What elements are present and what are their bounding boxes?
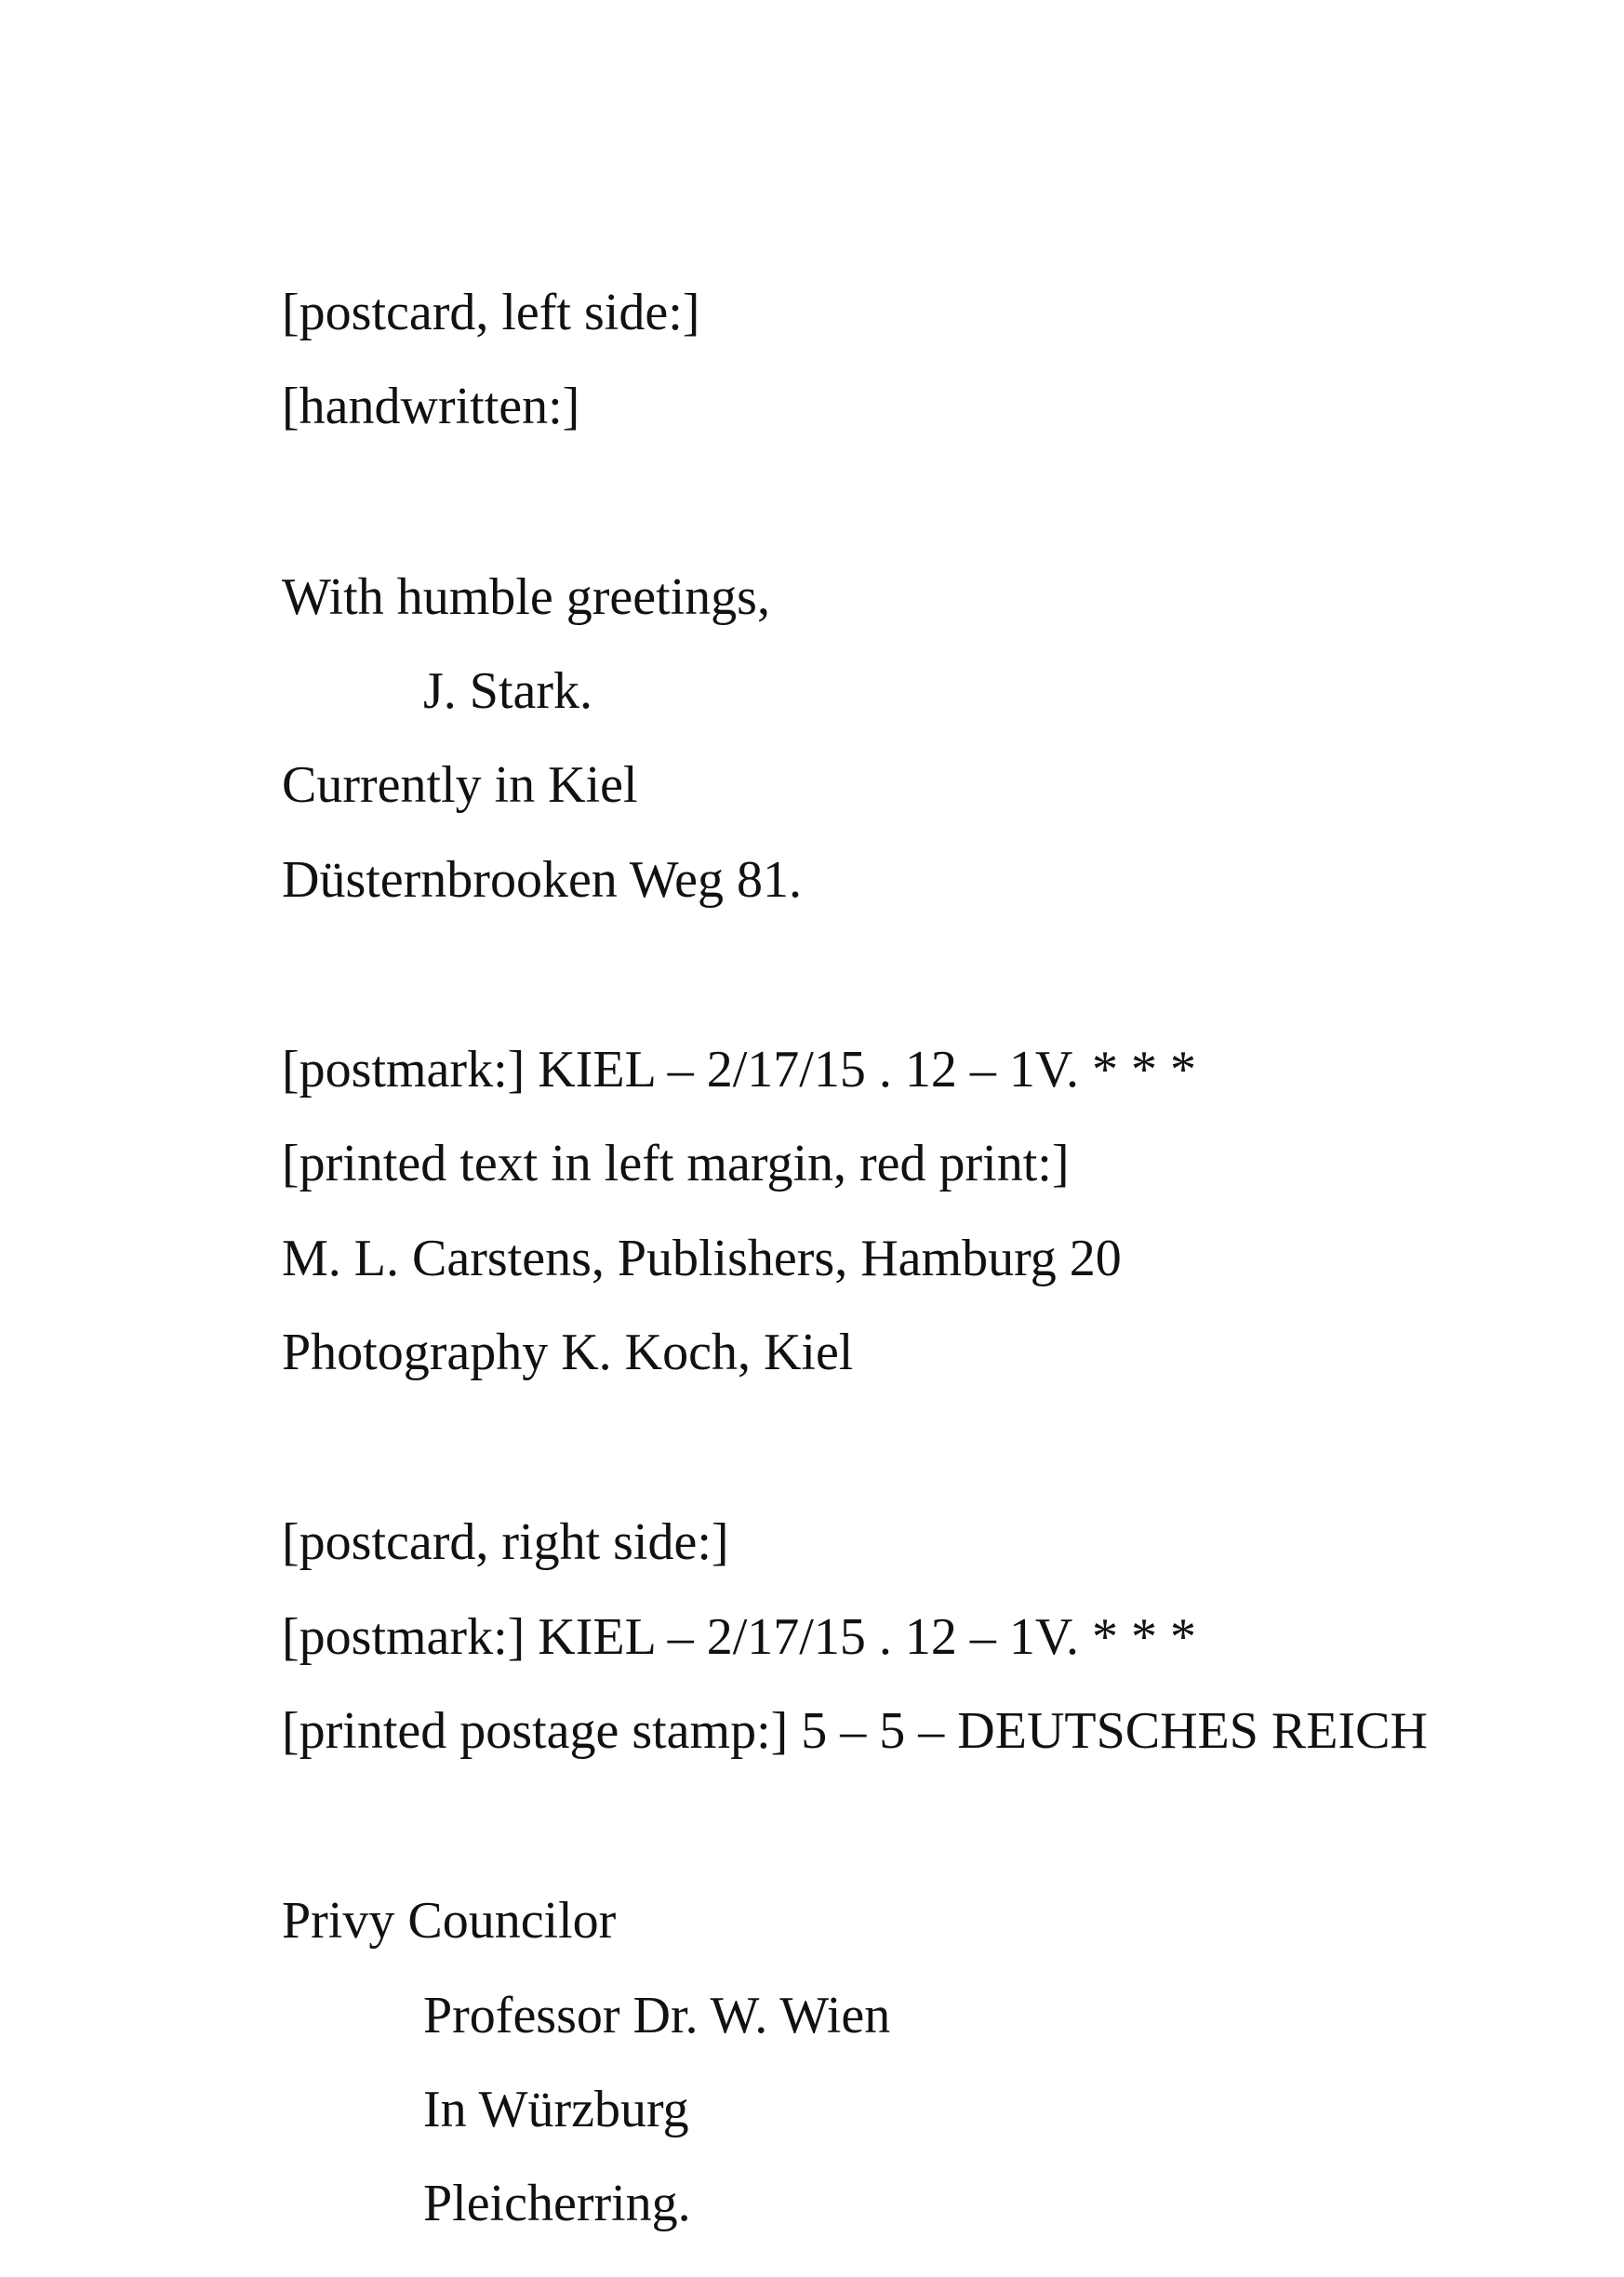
postmark-right-line: [postmark:] KIEL – 2/17/15 . 12 – 1V. * * *: [282, 1608, 1197, 1666]
postcard-right-heading: [postcard, right side:]: [282, 1513, 729, 1571]
postmark-left-line: [postmark:] KIEL – 2/17/15 . 12 – 1V. * * *: [282, 1041, 1197, 1099]
recipient-street-line: Pleicherring.: [423, 2175, 691, 2232]
recipient-city-line: In Würzburg: [423, 2081, 689, 2138]
sender-address-line: Düsternbrooken Weg 81.: [282, 851, 803, 909]
postcard-left-heading: [postcard, left side:]: [282, 284, 700, 341]
recipient-title-line: Privy Councilor: [282, 1892, 617, 1950]
handwritten-note-label: [handwritten:]: [282, 378, 580, 435]
sender-location-line: Currently in Kiel: [282, 756, 638, 814]
photography-line: Photography K. Koch, Kiel: [282, 1324, 854, 1381]
signature-line: J. Stark.: [423, 662, 592, 720]
greeting-line: With humble greetings,: [282, 568, 770, 626]
recipient-name-line: Professor Dr. W. Wien: [423, 1987, 891, 2044]
postage-stamp-line: [printed postage stamp:] 5 – 5 – DEUTSCHES REICH: [282, 1702, 1428, 1760]
margin-text-label: [printed text in left margin, red print:]: [282, 1135, 1070, 1192]
publisher-line: M. L. Carstens, Publishers, Hamburg 20: [282, 1230, 1122, 1287]
